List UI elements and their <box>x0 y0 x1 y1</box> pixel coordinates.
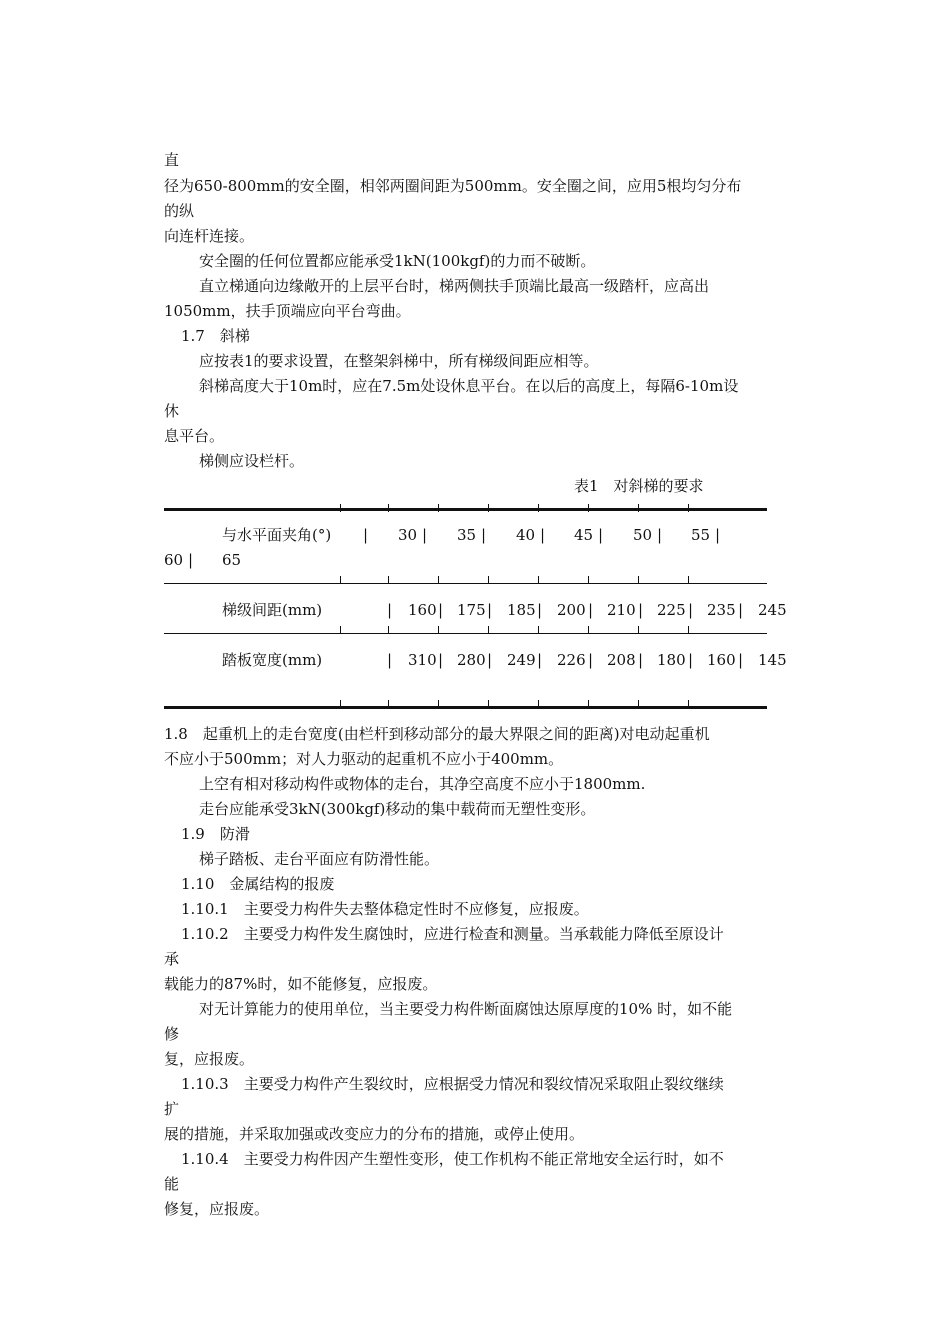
cell-sep: | <box>438 651 444 669</box>
section-heading: 1.9 防滑 <box>181 825 250 843</box>
cell-sep: | <box>422 526 428 544</box>
cell-angle: 55 <box>691 526 711 544</box>
text-line: 直立梯通向边缘敞开的上层平台时，梯两侧扶手顶端比最高一级踏杆，应高出 <box>199 277 710 295</box>
cell-sep: | <box>537 651 543 669</box>
text-line: 走台应能承受3kN(300kgf)移动的集中载荷而无塑性变形。 <box>199 800 596 818</box>
cell-tread: 280 <box>457 651 486 669</box>
cell-sep: | <box>387 651 393 669</box>
cell-sep: | <box>598 526 604 544</box>
cell-sep: | <box>688 651 694 669</box>
row-label-tread: 踏板宽度(mm) <box>222 651 323 669</box>
cell-step: 225 <box>657 601 686 619</box>
cell-step: 175 <box>457 601 486 619</box>
cell-tread: 249 <box>507 651 536 669</box>
cell-sep: | <box>738 651 744 669</box>
table-rule-bottom <box>164 706 767 709</box>
text-line: 梯子踏板、走台平面应有防滑性能。 <box>199 850 440 868</box>
text-line: 展的措施，并采取加强或改变应力的分布的措施，或停止使用。 <box>164 1125 585 1143</box>
section-heading: 1.7 斜梯 <box>181 327 250 345</box>
cell-sep: | <box>363 526 369 544</box>
text-line: 安全圈的任何位置都应能承受1kN(100kgf)的力而不破断。 <box>199 252 596 270</box>
cell-sep: | <box>738 601 744 619</box>
cell-step: 245 <box>758 601 787 619</box>
cell-sep: | <box>638 651 644 669</box>
cell-sep: | <box>487 601 493 619</box>
text-line: 1.10.2 主要受力构件发生腐蚀时，应进行检查和测量。当承载能力降低至原设计 <box>181 925 724 943</box>
cell-sep: | <box>438 601 444 619</box>
cell-angle: 50 <box>633 526 653 544</box>
cell-angle: 65 <box>222 551 242 569</box>
text-line: 径为650-800mm的安全圈，相邻两圈间距为500mm。安全圈之间，应用5根均匀分布 <box>164 177 742 195</box>
section-heading: 1.8 起重机上的走台宽度(由栏杆到移动部分的最大界限之间的距离)对电动起重机 <box>164 725 710 743</box>
cell-angle: 35 <box>457 526 477 544</box>
cell-angle: 40 <box>516 526 536 544</box>
text-line: 1.10.4 主要受力构件因产生塑性变形，使工作机构不能正常地安全运行时，如不 <box>181 1150 724 1168</box>
cell-sep: | <box>588 601 594 619</box>
text-line: 1.10.1 主要受力构件失去整体稳定性时不应修复，应报废。 <box>181 900 589 918</box>
row-label-step: 梯级间距(mm) <box>222 601 323 619</box>
text-line: 直 <box>164 151 180 169</box>
cell-tread: 208 <box>607 651 636 669</box>
cell-tread: 145 <box>758 651 787 669</box>
cell-sep: | <box>540 526 546 544</box>
section-heading: 1.10 金属结构的报废 <box>181 875 335 893</box>
text-line: 承 <box>164 950 180 968</box>
text-line: 息平台。 <box>164 427 225 445</box>
text-line: 斜梯高度大于10m时，应在7.5m处设休息平台。在以后的高度上，每隔6-10m设 <box>199 377 739 395</box>
text-line: 应按表1的要求设置，在整架斜梯中，所有梯级间距应相等。 <box>199 352 599 370</box>
table-rule-top <box>164 508 767 511</box>
cell-step: 200 <box>557 601 586 619</box>
cell-sep: | <box>715 526 721 544</box>
cell-tread: 160 <box>707 651 736 669</box>
cell-sep: | <box>487 651 493 669</box>
cell-step: 185 <box>507 601 536 619</box>
cell-step: 160 <box>408 601 437 619</box>
cell-step: 210 <box>607 601 636 619</box>
cell-tread: 226 <box>557 651 586 669</box>
cell-angle: 60 <box>164 551 184 569</box>
text-line: 上空有相对移动构件或物体的走台，其净空高度不应小于1800mm. <box>199 775 646 793</box>
text-line: 梯侧应设栏杆。 <box>199 452 305 470</box>
text-line: 1.10.3 主要受力构件产生裂纹时，应根据受力情况和裂纹情况采取阻止裂纹继续 <box>181 1075 724 1093</box>
table-caption: 表1 对斜梯的要求 <box>574 477 704 495</box>
cell-angle: 30 <box>398 526 418 544</box>
text-line: 载能力的87%时，如不能修复，应报废。 <box>164 975 438 993</box>
text-line: 复，应报废。 <box>164 1050 255 1068</box>
cell-sep: | <box>588 651 594 669</box>
cell-sep: | <box>188 551 194 569</box>
text-line: 的纵 <box>164 202 195 220</box>
row-label-angle: 与水平面夹角(°) <box>222 526 332 544</box>
cell-sep: | <box>657 526 663 544</box>
text-line: 对无计算能力的使用单位，当主要受力构件断面腐蚀达原厚度的10% 时，如不能 <box>199 1000 733 1018</box>
text-line: 向连杆连接。 <box>164 227 255 245</box>
cell-sep: | <box>638 601 644 619</box>
text-line: 扩 <box>164 1100 180 1118</box>
cell-sep: | <box>537 601 543 619</box>
text-line: 不应小于500mm；对人力驱动的起重机不应小于400mm。 <box>164 750 564 768</box>
table-rule <box>164 583 767 584</box>
text-line: 修复，应报废。 <box>164 1200 270 1218</box>
table-rule <box>164 633 767 634</box>
text-line: 能 <box>164 1175 180 1193</box>
cell-angle: 45 <box>574 526 594 544</box>
text-line: 修 <box>164 1025 180 1043</box>
cell-sep: | <box>387 601 393 619</box>
cell-tread: 310 <box>408 651 437 669</box>
text-line: 休 <box>164 402 180 420</box>
cell-sep: | <box>481 526 487 544</box>
text-line: 1050mm，扶手顶端应向平台弯曲。 <box>164 302 411 320</box>
cell-step: 235 <box>707 601 736 619</box>
cell-sep: | <box>688 601 694 619</box>
cell-tread: 180 <box>657 651 686 669</box>
